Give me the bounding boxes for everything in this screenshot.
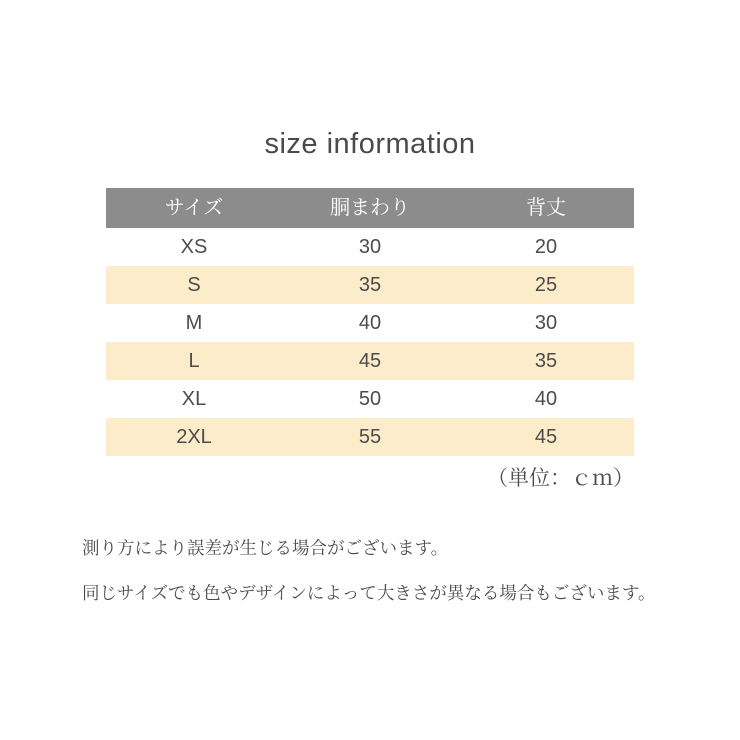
cell-size: L bbox=[106, 342, 282, 380]
table-row bbox=[106, 266, 634, 304]
cell-chest: 50 bbox=[282, 380, 458, 418]
column-header-size: サイズ bbox=[106, 188, 282, 228]
cell-chest: 55 bbox=[282, 418, 458, 456]
table-row bbox=[106, 418, 634, 456]
cell-size: S bbox=[106, 266, 282, 304]
page-title: size information bbox=[264, 128, 476, 160]
cell-size: 2XL bbox=[106, 418, 282, 456]
column-header-chest: 胴まわり bbox=[282, 188, 458, 228]
cell-size: XL bbox=[106, 380, 282, 418]
cell-chest: 45 bbox=[282, 342, 458, 380]
column-header-length: 背丈 bbox=[458, 188, 634, 228]
table-row bbox=[106, 342, 634, 380]
cell-length: 20 bbox=[458, 228, 634, 266]
table-row bbox=[106, 380, 634, 418]
cell-length: 30 bbox=[458, 304, 634, 342]
cell-length: 25 bbox=[458, 266, 634, 304]
cell-length: 40 bbox=[458, 380, 634, 418]
cell-size: M bbox=[106, 304, 282, 342]
table-header-row bbox=[106, 188, 634, 228]
table-row bbox=[106, 304, 634, 342]
cell-chest: 30 bbox=[282, 228, 458, 266]
cell-length: 45 bbox=[458, 418, 634, 456]
size-table-head bbox=[106, 188, 634, 228]
cell-chest: 35 bbox=[282, 266, 458, 304]
notes-section bbox=[82, 540, 682, 629]
cell-chest: 40 bbox=[282, 304, 458, 342]
size-table-body bbox=[106, 228, 634, 456]
unit-note: （単位：ｃｍ） bbox=[487, 467, 634, 490]
size-table bbox=[106, 188, 634, 456]
table-row bbox=[106, 228, 634, 266]
cell-size: XS bbox=[106, 228, 282, 266]
cell-length: 35 bbox=[458, 342, 634, 380]
note-line-variation: 同じサイズでも色やデザインによって大きさが異なる場合もございます。 bbox=[82, 582, 656, 603]
note-line-measurement: 測り方により誤差が生じる場合がございます。 bbox=[82, 538, 449, 558]
